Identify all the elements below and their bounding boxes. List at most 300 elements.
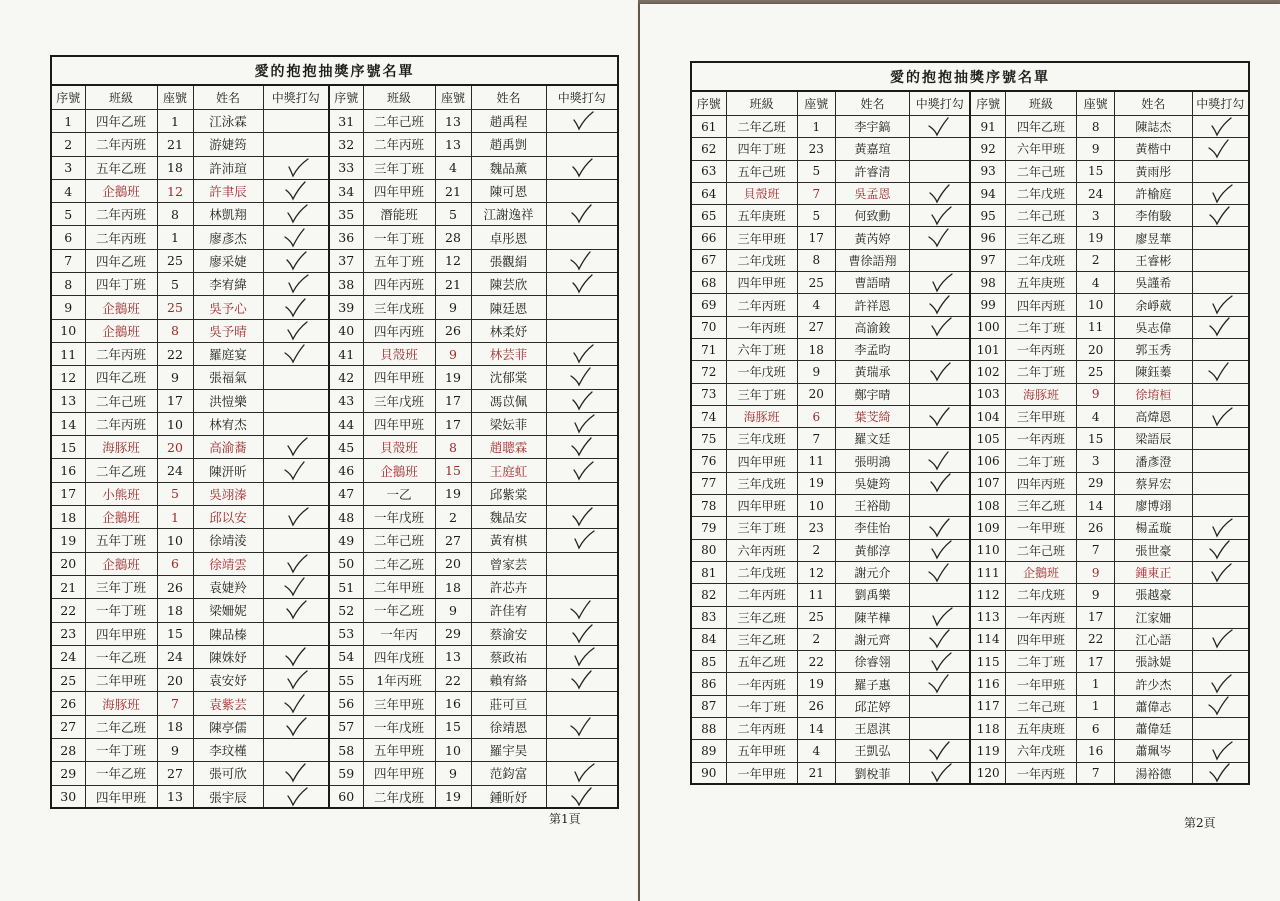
cell-class: 五年甲班: [726, 740, 797, 762]
header-name: 姓名: [193, 85, 263, 110]
checkmark-icon: [910, 117, 969, 137]
cell-serial: 59: [329, 762, 363, 785]
table-row: [51, 692, 618, 715]
cell-name: 廖彥杰: [193, 226, 263, 249]
cell-name: 洪愷樂: [193, 389, 263, 412]
cell-seat: 27: [797, 316, 835, 338]
cell-seat: 7: [797, 428, 835, 450]
cell-seat: 9: [435, 342, 471, 365]
header-class: 班級: [363, 85, 435, 110]
cell-class: 二年丙班: [726, 718, 797, 740]
winner-check-cell: [546, 342, 618, 365]
cell-class: 二年丙班: [726, 584, 797, 606]
cell-name: 梁姍妮: [193, 599, 263, 622]
winner-check-cell: [263, 575, 329, 598]
cell-serial: 112: [970, 584, 1005, 606]
checkmark-icon: [547, 251, 618, 271]
cell-name: 高渝蕎: [193, 436, 263, 459]
cell-name: 陳姝妤: [193, 645, 263, 668]
cell-class: 貝殼班: [363, 436, 435, 459]
cell-serial: 97: [970, 249, 1005, 271]
cell-serial: 28: [51, 739, 85, 762]
winner-check-cell: [546, 692, 618, 715]
cell-name: 趙禹程: [471, 110, 546, 133]
checkmark-icon: [1193, 696, 1248, 716]
checkmark-icon: [547, 367, 618, 387]
cell-class: 四年甲班: [726, 450, 797, 472]
cell-serial: 15: [51, 436, 85, 459]
cell-name: 吳婕筠: [835, 472, 909, 494]
winner-check-cell: [263, 342, 329, 365]
header-serial: 序號: [970, 91, 1005, 116]
winner-check-cell: [910, 718, 971, 740]
cell-serial: 47: [329, 482, 363, 505]
cell-seat: 9: [1077, 584, 1115, 606]
cell-serial: 55: [329, 669, 363, 692]
table-row: [691, 762, 1249, 784]
cell-seat: 18: [157, 599, 193, 622]
checkmark-icon: [910, 563, 969, 583]
cell-serial: 72: [691, 361, 726, 383]
cell-serial: 86: [691, 673, 726, 695]
cell-serial: 43: [329, 389, 363, 412]
winner-check-cell: [1192, 495, 1249, 517]
cell-class: 五年己班: [726, 160, 797, 182]
cell-name: 王睿彬: [1115, 249, 1192, 271]
header-serial: 序號: [51, 85, 85, 110]
cell-class: 三年戊班: [363, 389, 435, 412]
checkmark-icon: [264, 600, 329, 620]
cell-serial: 22: [51, 599, 85, 622]
table-row: [691, 361, 1249, 383]
table-row: [691, 695, 1249, 717]
table-row: [51, 715, 618, 738]
page-2: [640, 4, 1280, 901]
cell-name: 李孟昀: [835, 338, 909, 360]
cell-seat: 4: [797, 294, 835, 316]
winner-check-cell: [910, 316, 971, 338]
cell-class: 二年己班: [1005, 160, 1076, 182]
cell-seat: 19: [435, 785, 471, 808]
cell-seat: 4: [1077, 405, 1115, 427]
winner-check-cell: [910, 695, 971, 717]
cell-serial: 101: [970, 338, 1005, 360]
cell-class: 二年丁班: [1005, 651, 1076, 673]
cell-serial: 98: [970, 272, 1005, 294]
cell-class: 海豚班: [85, 692, 157, 715]
checkmark-icon: [910, 362, 969, 382]
cell-class: 二年乙班: [363, 552, 435, 575]
cell-serial: 117: [970, 695, 1005, 717]
cell-serial: 25: [51, 669, 85, 692]
cell-class: 三年乙班: [1005, 227, 1076, 249]
checkmark-icon: [547, 600, 618, 620]
cell-seat: 17: [1077, 606, 1115, 628]
cell-class: 一年丁班: [85, 739, 157, 762]
cell-serial: 32: [329, 133, 363, 156]
checkmark-icon: [1193, 407, 1248, 427]
cell-serial: 52: [329, 599, 363, 622]
cell-serial: 84: [691, 628, 726, 650]
cell-seat: 27: [435, 529, 471, 552]
checkmark-icon: [910, 184, 969, 204]
header-serial: 序號: [691, 91, 726, 116]
winner-check-cell: [263, 436, 329, 459]
table-row: [51, 669, 618, 692]
cell-seat: 8: [157, 319, 193, 342]
checkmark-icon: [910, 273, 969, 293]
checkmark-icon: [1193, 763, 1248, 783]
cell-class: 六年丙班: [726, 539, 797, 561]
cell-serial: 54: [329, 645, 363, 668]
cell-name: 何致勳: [835, 205, 909, 227]
cell-seat: 3: [1077, 205, 1115, 227]
cell-class: 一年丁班: [85, 599, 157, 622]
cell-class: 企鵝班: [85, 506, 157, 529]
cell-serial: 87: [691, 695, 726, 717]
winner-check-cell: [263, 133, 329, 156]
checkmark-icon: [547, 274, 618, 294]
winner-check-cell: [263, 319, 329, 342]
cell-class: 二年戊班: [363, 785, 435, 808]
cell-name: 沈郁棠: [471, 366, 546, 389]
cell-class: 一年丙班: [1005, 606, 1076, 628]
cell-serial: 85: [691, 651, 726, 673]
page-1: [0, 0, 638, 901]
cell-serial: 57: [329, 715, 363, 738]
winner-check-cell: [910, 517, 971, 539]
cell-serial: 76: [691, 450, 726, 472]
checkmark-icon: [264, 461, 329, 481]
checkmark-icon: [547, 787, 618, 807]
cell-seat: 19: [797, 673, 835, 695]
winner-check-cell: [546, 622, 618, 645]
cell-name: 黃雨彤: [1115, 160, 1192, 182]
cell-class: 四年丙班: [1005, 472, 1076, 494]
winner-check-cell: [1192, 272, 1249, 294]
cell-seat: 22: [435, 669, 471, 692]
winner-check-cell: [910, 450, 971, 472]
winner-check-cell: [546, 133, 618, 156]
cell-name: 張明鴻: [835, 450, 909, 472]
cell-seat: 19: [797, 472, 835, 494]
cell-seat: 18: [157, 715, 193, 738]
header-name: 姓名: [471, 85, 546, 110]
table-row: [51, 412, 618, 435]
cell-class: 二年己班: [85, 389, 157, 412]
table-row: [691, 539, 1249, 561]
cell-serial: 108: [970, 495, 1005, 517]
cell-serial: 5: [51, 203, 85, 226]
cell-name: 賴宥絡: [471, 669, 546, 692]
cell-seat: 8: [435, 436, 471, 459]
cell-name: 李佳怡: [835, 517, 909, 539]
cell-class: 四年乙班: [1005, 116, 1076, 138]
winner-check-cell: [263, 389, 329, 412]
table-row: [691, 718, 1249, 740]
cell-name: 羅子惠: [835, 673, 909, 695]
header-name: 姓名: [1115, 91, 1192, 116]
cell-seat: 11: [797, 450, 835, 472]
cell-seat: 26: [1077, 517, 1115, 539]
winner-check-cell: [263, 249, 329, 272]
cell-seat: 2: [1077, 249, 1115, 271]
cell-seat: 13: [435, 110, 471, 133]
cell-seat: 6: [1077, 718, 1115, 740]
cell-seat: 15: [435, 715, 471, 738]
cell-name: 魏品安: [471, 506, 546, 529]
winner-check-cell: [910, 205, 971, 227]
cell-serial: 14: [51, 412, 85, 435]
winner-check-cell: [263, 273, 329, 296]
cell-name: 徐靖恩: [471, 715, 546, 738]
cell-seat: 20: [435, 552, 471, 575]
cell-class: 一年丙班: [726, 316, 797, 338]
cell-serial: 12: [51, 366, 85, 389]
cell-seat: 4: [1077, 272, 1115, 294]
cell-class: 四年丙班: [363, 319, 435, 342]
table-row: [691, 495, 1249, 517]
winner-check-cell: [1192, 472, 1249, 494]
checkmark-icon: [547, 437, 618, 457]
header-name: 姓名: [835, 91, 909, 116]
checkmark-icon: [547, 111, 618, 131]
checkmark-icon: [1193, 741, 1248, 761]
checkmark-icon: [264, 158, 329, 178]
cell-seat: 20: [797, 383, 835, 405]
cell-serial: 96: [970, 227, 1005, 249]
checkmark-icon: [1193, 184, 1248, 204]
cell-name: 楊孟璇: [1115, 517, 1192, 539]
checkmark-icon: [264, 763, 329, 783]
winner-check-cell: [546, 762, 618, 785]
cell-seat: 7: [157, 692, 193, 715]
cell-class: 五年乙班: [85, 156, 157, 179]
cell-serial: 77: [691, 472, 726, 494]
cell-seat: 10: [797, 495, 835, 517]
winner-check-cell: [910, 472, 971, 494]
checkmark-icon: [264, 204, 329, 224]
cell-seat: 23: [797, 517, 835, 539]
cell-class: 小熊班: [85, 482, 157, 505]
cell-name: 袁婕羚: [193, 575, 263, 598]
winner-check-cell: [546, 482, 618, 505]
checkmark-icon: [264, 321, 329, 341]
table-row: [51, 599, 618, 622]
winner-check-cell: [263, 622, 329, 645]
cell-serial: 119: [970, 740, 1005, 762]
cell-seat: 5: [797, 205, 835, 227]
cell-class: 二年戊班: [1005, 182, 1076, 204]
cell-serial: 45: [329, 436, 363, 459]
cell-class: 一年丙班: [726, 673, 797, 695]
cell-serial: 60: [329, 785, 363, 808]
cell-serial: 70: [691, 316, 726, 338]
cell-class: 三年戊班: [726, 472, 797, 494]
cell-name: 黃郁淳: [835, 539, 909, 561]
cell-seat: 22: [797, 651, 835, 673]
cell-serial: 10: [51, 319, 85, 342]
cell-serial: 79: [691, 517, 726, 539]
cell-name: 江泳霖: [193, 110, 263, 133]
cell-serial: 11: [51, 342, 85, 365]
cell-name: 蕭偉志: [1115, 695, 1192, 717]
cell-serial: 109: [970, 517, 1005, 539]
cell-class: 企鵝班: [85, 552, 157, 575]
cell-name: 徐靖淩: [193, 529, 263, 552]
table-row: [691, 272, 1249, 294]
lottery-table-page-1: [50, 55, 619, 809]
checkmark-icon: [910, 317, 969, 337]
winner-check-cell: [546, 389, 618, 412]
cell-name: 卓彤恩: [471, 226, 546, 249]
cell-name: 李宥緯: [193, 273, 263, 296]
cell-name: 陳鈺蓁: [1115, 361, 1192, 383]
winner-check-cell: [546, 506, 618, 529]
checkmark-icon: [264, 670, 329, 690]
winner-check-cell: [546, 715, 618, 738]
cell-seat: 20: [157, 669, 193, 692]
cell-class: 二年甲班: [85, 669, 157, 692]
cell-serial: 63: [691, 160, 726, 182]
cell-serial: 118: [970, 718, 1005, 740]
cell-name: 廖昱華: [1115, 227, 1192, 249]
cell-serial: 82: [691, 584, 726, 606]
cell-serial: 9: [51, 296, 85, 319]
winner-check-cell: [546, 785, 618, 808]
cell-serial: 23: [51, 622, 85, 645]
cell-class: 四年甲班: [85, 622, 157, 645]
cell-name: 黃嘉瑄: [835, 138, 909, 160]
cell-name: 廖采婕: [193, 249, 263, 272]
cell-serial: 80: [691, 539, 726, 561]
winner-check-cell: [546, 669, 618, 692]
cell-seat: 22: [157, 342, 193, 365]
cell-name: 陳品榛: [193, 622, 263, 645]
table-row: [51, 575, 618, 598]
cell-seat: 17: [435, 412, 471, 435]
cell-seat: 19: [435, 366, 471, 389]
checkmark-icon: [910, 607, 969, 627]
cell-name: 許祥恩: [835, 294, 909, 316]
cell-class: 四年甲班: [363, 179, 435, 202]
cell-name: 蕭偉廷: [1115, 718, 1192, 740]
cell-serial: 4: [51, 179, 85, 202]
cell-name: 黃楷中: [1115, 138, 1192, 160]
cell-seat: 25: [1077, 361, 1115, 383]
cell-name: 江謝逸祥: [471, 203, 546, 226]
cell-serial: 21: [51, 575, 85, 598]
cell-seat: 3: [1077, 450, 1115, 472]
cell-serial: 6: [51, 226, 85, 249]
checkmark-icon: [264, 577, 329, 597]
cell-name: 張越豪: [1115, 584, 1192, 606]
cell-name: 劉梲菲: [835, 762, 909, 784]
checkmark-icon: [910, 228, 969, 248]
winner-check-cell: [1192, 740, 1249, 762]
table-row: [51, 785, 618, 808]
cell-name: 徐靖雲: [193, 552, 263, 575]
cell-name: 李宇鎬: [835, 116, 909, 138]
checkmark-icon: [910, 763, 969, 783]
checkmark-icon: [264, 647, 329, 667]
checkmark-icon: [547, 670, 618, 690]
checkmark-icon: [1193, 295, 1248, 315]
checkmark-icon: [264, 507, 329, 527]
cell-seat: 16: [1077, 740, 1115, 762]
cell-class: 潛能班: [363, 203, 435, 226]
cell-serial: 100: [970, 316, 1005, 338]
cell-seat: 15: [1077, 428, 1115, 450]
cell-name: 廖博翊: [1115, 495, 1192, 517]
cell-seat: 8: [157, 203, 193, 226]
cell-seat: 20: [1077, 338, 1115, 360]
cell-class: 一年乙班: [363, 599, 435, 622]
cell-serial: 46: [329, 459, 363, 482]
cell-serial: 31: [329, 110, 363, 133]
cell-name: 許睿清: [835, 160, 909, 182]
cell-class: 二年己班: [1005, 695, 1076, 717]
winner-check-cell: [910, 628, 971, 650]
cell-serial: 102: [970, 361, 1005, 383]
winner-check-cell: [546, 412, 618, 435]
winner-check-cell: [546, 366, 618, 389]
cell-class: 一年丁班: [363, 226, 435, 249]
winner-check-cell: [263, 529, 329, 552]
winner-check-cell: [910, 651, 971, 673]
header-winner-check: 中獎打勾: [546, 85, 618, 110]
cell-class: 貝殼班: [363, 342, 435, 365]
winner-check-cell: [1192, 517, 1249, 539]
winner-check-cell: [263, 226, 329, 249]
checkmark-icon: [547, 461, 618, 481]
cell-name: 林宥杰: [193, 412, 263, 435]
winner-check-cell: [263, 366, 329, 389]
cell-name: 吳孟恩: [835, 182, 909, 204]
checkmark-icon: [547, 414, 618, 434]
cell-seat: 21: [435, 273, 471, 296]
cell-class: 二年丙班: [363, 133, 435, 156]
cell-name: 潘彥澄: [1115, 450, 1192, 472]
cell-serial: 73: [691, 383, 726, 405]
cell-serial: 53: [329, 622, 363, 645]
table-row: [691, 584, 1249, 606]
table-row: [51, 366, 618, 389]
winner-check-cell: [910, 584, 971, 606]
table-row: [51, 506, 618, 529]
cell-serial: 106: [970, 450, 1005, 472]
cell-name: 羅文廷: [835, 428, 909, 450]
table-row: [51, 459, 618, 482]
cell-name: 許沛瑄: [193, 156, 263, 179]
cell-seat: 23: [797, 138, 835, 160]
cell-seat: 25: [157, 249, 193, 272]
winner-check-cell: [546, 156, 618, 179]
cell-class: 海豚班: [85, 436, 157, 459]
table-row: [691, 138, 1249, 160]
cell-serial: 33: [329, 156, 363, 179]
cell-serial: 13: [51, 389, 85, 412]
cell-seat: 11: [1077, 316, 1115, 338]
checkmark-icon: [264, 274, 329, 294]
winner-check-cell: [910, 272, 971, 294]
table-row: [691, 651, 1249, 673]
winner-check-cell: [1192, 428, 1249, 450]
winner-check-cell: [910, 673, 971, 695]
table-row: [691, 316, 1249, 338]
cell-name: 張詠媞: [1115, 651, 1192, 673]
cell-seat: 17: [797, 227, 835, 249]
